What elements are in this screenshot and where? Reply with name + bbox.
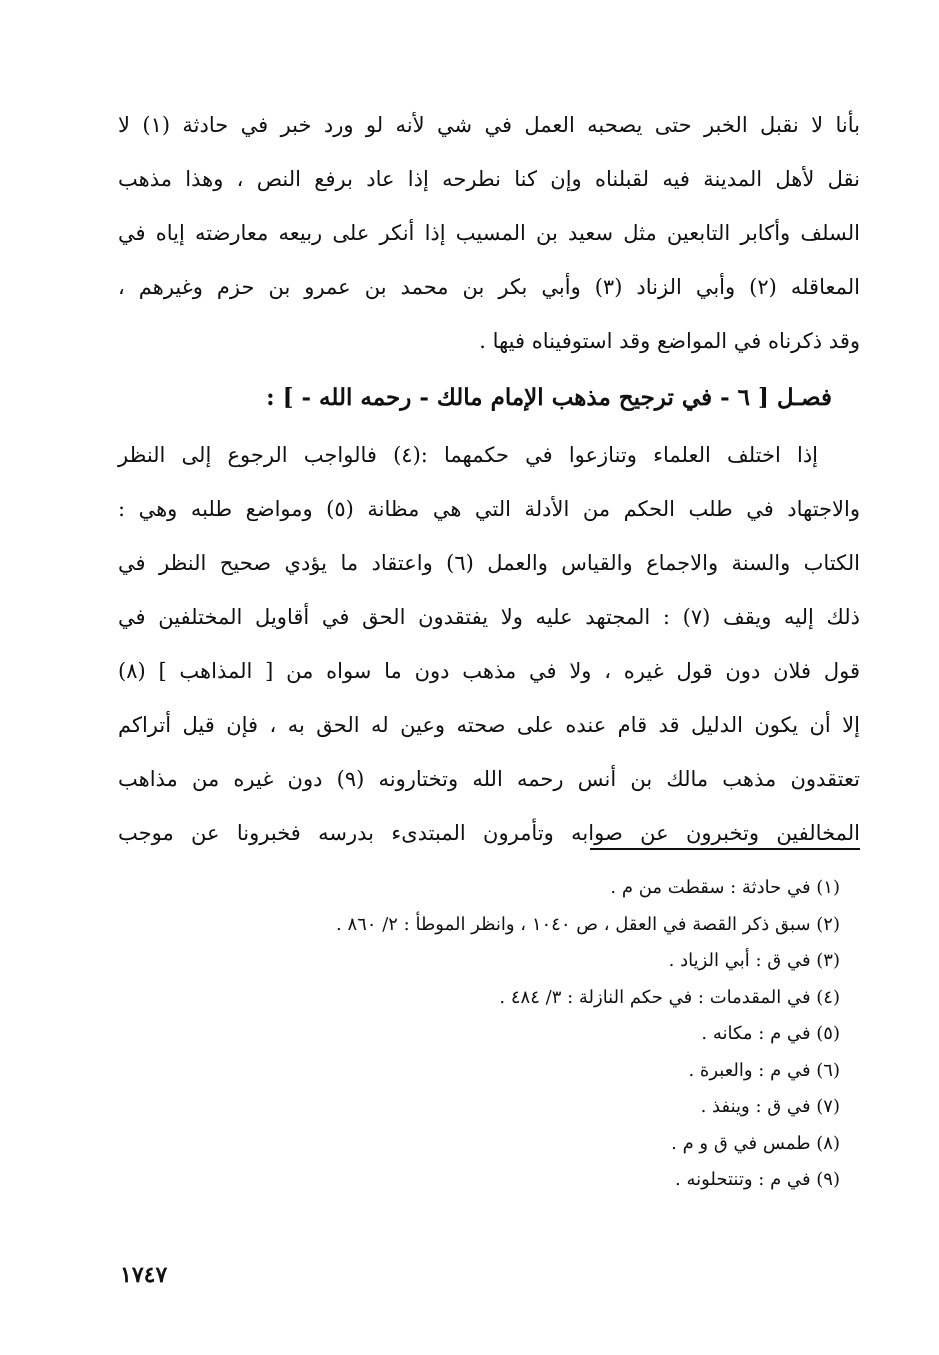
text-line-2: نقل لأهل المدينة فيه لقبلناه وإن كنا نطرحه إذا عاد برفع النص ، وهذا مذهب xyxy=(118,167,860,191)
footnote-6: (٦) في م : والعبرة . xyxy=(688,1059,840,1081)
footnote-1: (١) في حادثة : سقطت من م . xyxy=(610,877,840,898)
text-line-13: المخالفين وتخبرون عن صوابه وتأمرون المبتدىء بدرسه فخبرونا عن موجب xyxy=(118,821,860,845)
footnote-8: (٨) طمس في ق و م . xyxy=(671,1132,840,1154)
text-line-3: السلف وأكابر التابعين مثل سعيد بن المسيب إذا أنكر على ربيعه معارضته إياه في xyxy=(118,221,860,245)
text-line-4: المعاقله (٢) وأبي الزناد (٣) وأبي بكر بن محمد بن عمرو بن حزم وغيرهم ، xyxy=(118,275,860,299)
footnotes xyxy=(150,870,840,1199)
footnote-divider xyxy=(590,848,860,850)
footnote-3: (٣) في ق : أبي الزياد . xyxy=(668,950,840,971)
page-number: ١٧٤٧ xyxy=(120,1262,168,1288)
text-line-1: بأنا لا نقبل الخبر حتى يصحبه العمل في شي لأنه لو ورد خبر في حادثة (١) لا xyxy=(118,113,860,137)
text-line-5: وقد ذكرناه في المواضع وقد استوفيناه فيها . xyxy=(479,329,860,353)
text-line-12: تعتقدون مذهب مالك بن أنس رحمه الله وتختارونه (٩) دون غيره من مذاهب xyxy=(118,767,860,791)
text-line-11: إلا أن يكون الدليل قد قام عنده على صحته وعين له الحق به ، فإن قيل أتراكم xyxy=(118,713,860,737)
section-heading: فصـل [ ٦ - في ترجيح مذهب الإمام مالك - رحمه الله - ] : xyxy=(266,384,832,411)
text-line-6: إذا اختلف العلماء وتنازعوا في حكمهما :(٤) فالواجب الرجوع إلى النظر xyxy=(118,443,818,467)
text-line-10: قول فلان دون قول غيره ، ولا في مذهب دون ما سواه من [ المذاهب ] (٨) xyxy=(118,659,860,683)
footnote-2: (٢) سبق ذكر القصة في العقل ، ص ١٠٤٠ ، وانظر الموطأ : ٢/ ٨٦٠ . xyxy=(336,913,840,935)
footnote-5: (٥) في م : مكانه . xyxy=(701,1023,840,1044)
text-line-8: الكتاب والسنة والاجماع والقياس والعمل (٦) واعتقاد ما يؤدي صحيح النظر في xyxy=(118,551,860,575)
footnote-9: (٩) في م : وتنتحلونه . xyxy=(675,1169,840,1190)
text-line-9: ذلك إليه ويقف (٧) : المجتهد عليه ولا يفتقدون الحق في أقاويل المختلفين في xyxy=(118,605,860,629)
footnote-7: (٧) في ق : وينفذ . xyxy=(700,1096,840,1117)
footnote-4: (٤) في المقدمات : في حكم النازلة : ٣/ ٤٨٤ . xyxy=(499,986,840,1008)
text-line-7: والاجتهاد في طلب الحكم من الأدلة التي هي مظانة (٥) ومواضع طلبه وهي : xyxy=(118,497,861,521)
main-text xyxy=(118,98,860,860)
